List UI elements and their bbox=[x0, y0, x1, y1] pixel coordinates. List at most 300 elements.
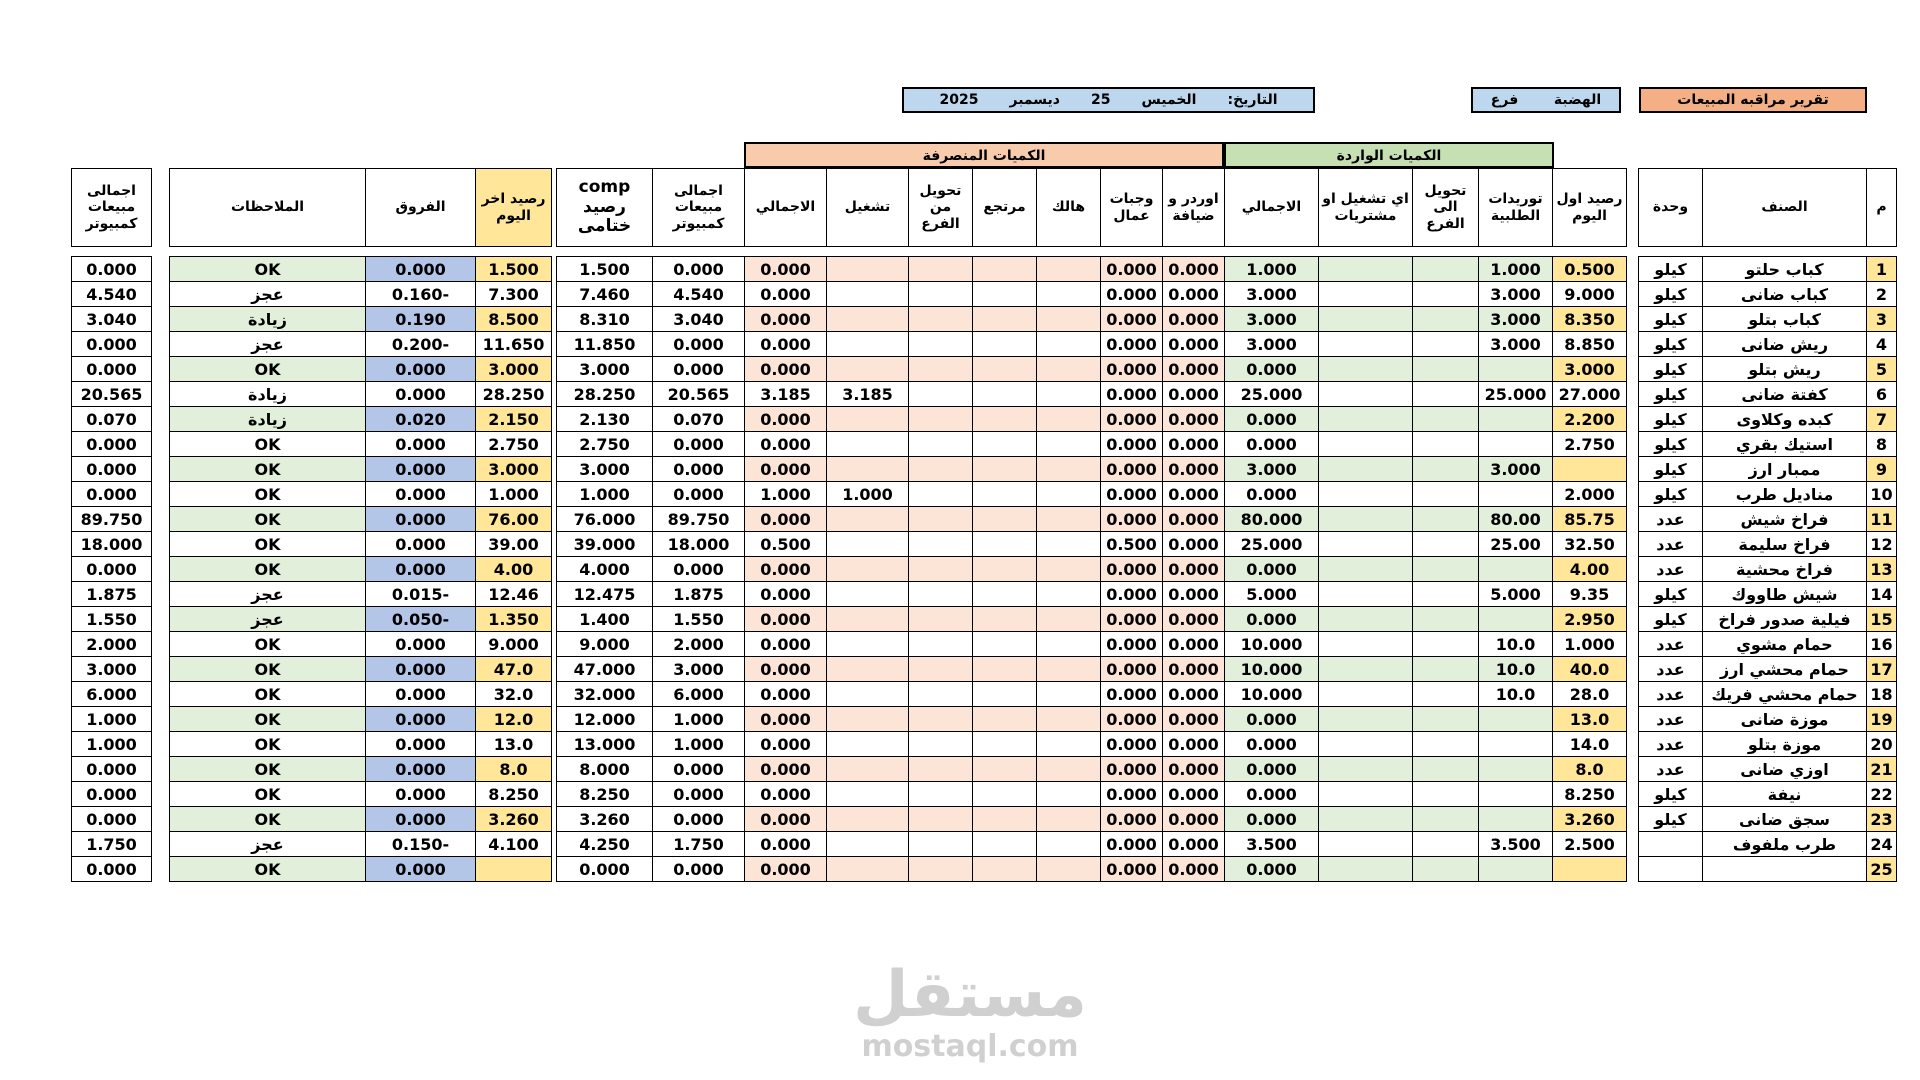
cell-ret bbox=[973, 407, 1037, 432]
cell-opr bbox=[827, 407, 909, 432]
table-row bbox=[1225, 857, 1627, 882]
cell-note: OK bbox=[170, 432, 366, 457]
cell-m: 18 bbox=[1867, 682, 1897, 707]
cell-comp: 1.000 bbox=[653, 732, 745, 757]
table-row bbox=[72, 432, 152, 457]
cell-diff: 0.000 bbox=[366, 707, 476, 732]
cell-ops bbox=[1319, 357, 1413, 382]
cell-supplies bbox=[1479, 707, 1553, 732]
table-row bbox=[170, 757, 552, 782]
cell-tin bbox=[1413, 432, 1479, 457]
cell-end: 2.750 bbox=[476, 432, 552, 457]
cell-end: 12.0 bbox=[476, 707, 552, 732]
cell-comp: 20.565 bbox=[653, 382, 745, 407]
cell-note: زيادة bbox=[170, 382, 366, 407]
table-row bbox=[745, 607, 1225, 632]
cell-item: كبده وكلاوى bbox=[1703, 407, 1867, 432]
cell-closing: 4.250 bbox=[557, 832, 653, 857]
table-row bbox=[557, 757, 745, 782]
table-row bbox=[1639, 407, 1897, 432]
cell-note: OK bbox=[170, 257, 366, 282]
cell-end: 28.250 bbox=[476, 382, 552, 407]
table-row bbox=[745, 382, 1225, 407]
cell-total: 0.000 bbox=[72, 782, 152, 807]
cell-ret bbox=[973, 807, 1037, 832]
cell-m: 16 bbox=[1867, 632, 1897, 657]
cell-unit: عدد bbox=[1639, 632, 1703, 657]
cell-comp: 3.040 bbox=[653, 307, 745, 332]
cell-total: 1.000 bbox=[72, 707, 152, 732]
cell-supplies bbox=[1479, 807, 1553, 832]
cell-item: كفتة ضانى bbox=[1703, 382, 1867, 407]
cell-unit: كيلو bbox=[1639, 432, 1703, 457]
cell-end: 1.000 bbox=[476, 482, 552, 507]
col-waste: هالك bbox=[1037, 169, 1101, 247]
table-row bbox=[745, 857, 1225, 882]
cell-diff: -0.150 bbox=[366, 832, 476, 857]
table-row bbox=[72, 382, 152, 407]
cell-waste bbox=[1037, 357, 1101, 382]
table-row bbox=[170, 332, 552, 357]
cell-outtotal: 0.000 bbox=[745, 707, 827, 732]
cell-closing: 47.000 bbox=[557, 657, 653, 682]
cell-total: 0.000 bbox=[72, 257, 152, 282]
cell-unit bbox=[1639, 857, 1703, 882]
cell-meals: 0.000 bbox=[1101, 732, 1163, 757]
cell-intotal: 0.000 bbox=[1225, 707, 1319, 732]
cell-comp: 1.875 bbox=[653, 582, 745, 607]
cell-closing: 8.250 bbox=[557, 782, 653, 807]
cell-ops bbox=[1319, 707, 1413, 732]
cell-closing: 12.000 bbox=[557, 707, 653, 732]
cell-end: 8.0 bbox=[476, 757, 552, 782]
cell-open: 8.350 bbox=[1553, 307, 1627, 332]
table-row bbox=[745, 657, 1225, 682]
table-row bbox=[557, 282, 745, 307]
cell-ret bbox=[973, 482, 1037, 507]
date-year: 2025 bbox=[939, 92, 979, 108]
table-row bbox=[557, 432, 745, 457]
cell-waste bbox=[1037, 832, 1101, 857]
cell-outtotal: 0.000 bbox=[745, 282, 827, 307]
table-row bbox=[557, 732, 745, 757]
cell-end: 11.650 bbox=[476, 332, 552, 357]
cell-note: OK bbox=[170, 782, 366, 807]
cell-end: 3.000 bbox=[476, 457, 552, 482]
cell-comp: 18.000 bbox=[653, 532, 745, 557]
date-month: ديسمبر bbox=[1009, 92, 1060, 108]
cell-supplies: 10.0 bbox=[1479, 632, 1553, 657]
cell-meals: 0.000 bbox=[1101, 257, 1163, 282]
cell-diff: 0.000 bbox=[366, 432, 476, 457]
cell-m: 10 bbox=[1867, 482, 1897, 507]
cell-note: OK bbox=[170, 632, 366, 657]
cell-total: 4.540 bbox=[72, 282, 152, 307]
cell-ops bbox=[1319, 732, 1413, 757]
cell-diff: 0.000 bbox=[366, 357, 476, 382]
cell-intotal: 0.000 bbox=[1225, 757, 1319, 782]
cell-ret bbox=[973, 357, 1037, 382]
cell-total: 3.000 bbox=[72, 657, 152, 682]
cell-order: 0.000 bbox=[1163, 857, 1225, 882]
cell-meals: 0.000 bbox=[1101, 632, 1163, 657]
cell-order: 0.000 bbox=[1163, 757, 1225, 782]
cell-order: 0.000 bbox=[1163, 682, 1225, 707]
table-row bbox=[1639, 657, 1897, 682]
table-row bbox=[72, 807, 152, 832]
cell-comp: 1.000 bbox=[653, 707, 745, 732]
cell-meals: 0.500 bbox=[1101, 532, 1163, 557]
cell-comp: 4.540 bbox=[653, 282, 745, 307]
cell-m: 13 bbox=[1867, 557, 1897, 582]
table-row bbox=[1639, 782, 1897, 807]
cell-ret bbox=[973, 307, 1037, 332]
cell-unit: عدد bbox=[1639, 507, 1703, 532]
col-m: م bbox=[1867, 169, 1897, 247]
cell-m: 11 bbox=[1867, 507, 1897, 532]
cell-item: مناديل طرب bbox=[1703, 482, 1867, 507]
cell-supplies bbox=[1479, 407, 1553, 432]
cell-opr bbox=[827, 707, 909, 732]
cell-intotal: 10.000 bbox=[1225, 657, 1319, 682]
cell-m: 21 bbox=[1867, 757, 1897, 782]
incoming-group-header: الكميات الواردة bbox=[1224, 142, 1554, 168]
cell-outtotal: 3.185 bbox=[745, 382, 827, 407]
table-row bbox=[745, 557, 1225, 582]
cell-intotal: 3.000 bbox=[1225, 282, 1319, 307]
cell-order: 0.000 bbox=[1163, 407, 1225, 432]
cell-unit: كيلو bbox=[1639, 457, 1703, 482]
col-returns: مرتجع bbox=[973, 169, 1037, 247]
table-row bbox=[1225, 382, 1627, 407]
cell-tin bbox=[1413, 332, 1479, 357]
cell-opr bbox=[827, 282, 909, 307]
cell-ret bbox=[973, 707, 1037, 732]
cell-ret bbox=[973, 557, 1037, 582]
table-row bbox=[1639, 307, 1897, 332]
cell-item: موزة بتلو bbox=[1703, 732, 1867, 757]
cell-meals: 0.000 bbox=[1101, 682, 1163, 707]
cell-meals: 0.000 bbox=[1101, 407, 1163, 432]
date-label: التاريخ: bbox=[1227, 92, 1278, 108]
cell-closing: 1.400 bbox=[557, 607, 653, 632]
cell-open: 8.850 bbox=[1553, 332, 1627, 357]
col-ops-purchases: اي تشغيل او مشتريات bbox=[1319, 169, 1413, 247]
cell-supplies: 3.500 bbox=[1479, 832, 1553, 857]
table-row bbox=[1225, 282, 1627, 307]
table-row bbox=[170, 482, 552, 507]
cell-tout bbox=[909, 807, 973, 832]
cell-order: 0.000 bbox=[1163, 307, 1225, 332]
cell-outtotal: 0.000 bbox=[745, 332, 827, 357]
cell-outtotal: 0.000 bbox=[745, 557, 827, 582]
date-day-num: 25 bbox=[1090, 92, 1111, 108]
cell-meals: 0.000 bbox=[1101, 807, 1163, 832]
cell-diff: 0.000 bbox=[366, 657, 476, 682]
table-row bbox=[557, 707, 745, 732]
cell-total: 2.000 bbox=[72, 632, 152, 657]
cell-open: 2.000 bbox=[1553, 482, 1627, 507]
cell-closing: 13.000 bbox=[557, 732, 653, 757]
table-row bbox=[1639, 807, 1897, 832]
cell-tin bbox=[1413, 782, 1479, 807]
cell-opr bbox=[827, 357, 909, 382]
cell-note: عجز bbox=[170, 332, 366, 357]
cell-ops bbox=[1319, 557, 1413, 582]
table-row bbox=[170, 407, 552, 432]
cell-end: 4.00 bbox=[476, 557, 552, 582]
cell-item: كباب حلتو bbox=[1703, 257, 1867, 282]
cell-tout bbox=[909, 607, 973, 632]
table-row bbox=[170, 507, 552, 532]
cell-closing: 3.000 bbox=[557, 457, 653, 482]
cell-note: OK bbox=[170, 807, 366, 832]
col-difference: الفروق bbox=[366, 169, 476, 247]
cell-total: 0.000 bbox=[72, 807, 152, 832]
cell-unit: عدد bbox=[1639, 682, 1703, 707]
table-row bbox=[557, 482, 745, 507]
cell-tin bbox=[1413, 732, 1479, 757]
table-row bbox=[170, 257, 552, 282]
table-row bbox=[1225, 482, 1627, 507]
cell-tin bbox=[1413, 357, 1479, 382]
cell-meals: 0.000 bbox=[1101, 332, 1163, 357]
branch-value: الهضبة bbox=[1553, 92, 1602, 108]
cell-end: 39.00 bbox=[476, 532, 552, 557]
cell-outtotal: 0.000 bbox=[745, 407, 827, 432]
cell-ops bbox=[1319, 457, 1413, 482]
table-row bbox=[72, 557, 152, 582]
cell-meals: 0.000 bbox=[1101, 282, 1163, 307]
cell-diff: 0.000 bbox=[366, 482, 476, 507]
cell-item: نيفة bbox=[1703, 782, 1867, 807]
table-row bbox=[1639, 382, 1897, 407]
table-row bbox=[1639, 857, 1897, 882]
table-row bbox=[1225, 257, 1627, 282]
cell-open: 3.000 bbox=[1553, 357, 1627, 382]
table-row bbox=[745, 307, 1225, 332]
cell-m: 20 bbox=[1867, 732, 1897, 757]
cell-intotal: 0.000 bbox=[1225, 607, 1319, 632]
cell-note: OK bbox=[170, 657, 366, 682]
table-row bbox=[72, 732, 152, 757]
cell-ops bbox=[1319, 857, 1413, 882]
col-transfer-in: تحويل الى الفرع bbox=[1413, 169, 1479, 247]
cell-meals: 0.000 bbox=[1101, 357, 1163, 382]
cell-waste bbox=[1037, 782, 1101, 807]
cell-ops bbox=[1319, 807, 1413, 832]
cell-supplies bbox=[1479, 357, 1553, 382]
cell-open: 8.0 bbox=[1553, 757, 1627, 782]
col-item: الصنف bbox=[1703, 169, 1867, 247]
cell-opr bbox=[827, 682, 909, 707]
table-row bbox=[1225, 332, 1627, 357]
table-row bbox=[745, 707, 1225, 732]
cell-intotal: 0.000 bbox=[1225, 857, 1319, 882]
cell-diff: -0.200 bbox=[366, 332, 476, 357]
cell-note: OK bbox=[170, 557, 366, 582]
cell-end: 76.00 bbox=[476, 507, 552, 532]
cell-end: 7.300 bbox=[476, 282, 552, 307]
col-end-balance: رصيد اخر اليوم bbox=[476, 169, 552, 247]
spacer-row bbox=[170, 247, 552, 257]
cell-order: 0.000 bbox=[1163, 507, 1225, 532]
table-row bbox=[1639, 532, 1897, 557]
cell-open: 13.0 bbox=[1553, 707, 1627, 732]
cell-opr bbox=[827, 457, 909, 482]
cell-m: 12 bbox=[1867, 532, 1897, 557]
col-out-total: الاجمالي bbox=[745, 169, 827, 247]
table-row bbox=[170, 782, 552, 807]
cell-outtotal: 1.000 bbox=[745, 482, 827, 507]
cell-opr bbox=[827, 307, 909, 332]
cell-end: 2.150 bbox=[476, 407, 552, 432]
cell-unit: كيلو bbox=[1639, 582, 1703, 607]
cell-tin bbox=[1413, 857, 1479, 882]
col-comp-sales-total: اجمالى مبيعات كمبيوتر bbox=[72, 169, 152, 247]
cell-tout bbox=[909, 732, 973, 757]
cell-supplies bbox=[1479, 782, 1553, 807]
table-row bbox=[745, 757, 1225, 782]
cell-order: 0.000 bbox=[1163, 732, 1225, 757]
cell-meals: 0.000 bbox=[1101, 757, 1163, 782]
table-row bbox=[170, 307, 552, 332]
cell-tout bbox=[909, 557, 973, 582]
col-unit: وحدة bbox=[1639, 169, 1703, 247]
cell-ops bbox=[1319, 782, 1413, 807]
cell-diff: 0.000 bbox=[366, 632, 476, 657]
cell-tin bbox=[1413, 707, 1479, 732]
cell-unit: كيلو bbox=[1639, 257, 1703, 282]
cell-total: 1.000 bbox=[72, 732, 152, 757]
cell-waste bbox=[1037, 482, 1101, 507]
cell-total: 18.000 bbox=[72, 532, 152, 557]
cell-end: 9.000 bbox=[476, 632, 552, 657]
cell-outtotal: 0.000 bbox=[745, 307, 827, 332]
cell-open bbox=[1553, 457, 1627, 482]
col-closing-balance: comp رصيد ختامى bbox=[557, 169, 653, 247]
cell-ops bbox=[1319, 582, 1413, 607]
table-row bbox=[170, 457, 552, 482]
cell-supplies: 3.000 bbox=[1479, 332, 1553, 357]
table-row bbox=[1225, 657, 1627, 682]
cell-order: 0.000 bbox=[1163, 357, 1225, 382]
table-row bbox=[1639, 332, 1897, 357]
cell-item: فراخ سليمة bbox=[1703, 532, 1867, 557]
cell-open: 2.950 bbox=[1553, 607, 1627, 632]
date-day: الخميس bbox=[1141, 92, 1197, 108]
cell-ret bbox=[973, 682, 1037, 707]
cell-meals: 0.000 bbox=[1101, 707, 1163, 732]
cell-tout bbox=[909, 332, 973, 357]
table-row bbox=[1639, 457, 1897, 482]
spacer-row bbox=[745, 247, 1225, 257]
table-row bbox=[1225, 607, 1627, 632]
cell-comp: 0.000 bbox=[653, 257, 745, 282]
cell-tout bbox=[909, 307, 973, 332]
branch-label: فرع bbox=[1490, 92, 1519, 108]
cell-ops bbox=[1319, 632, 1413, 657]
cell-order: 0.000 bbox=[1163, 707, 1225, 732]
table-row bbox=[745, 332, 1225, 357]
cell-intotal: 3.000 bbox=[1225, 332, 1319, 357]
col-order-hospitality: اوردر و ضيافة bbox=[1163, 169, 1225, 247]
cell-tin bbox=[1413, 307, 1479, 332]
cell-intotal: 1.000 bbox=[1225, 257, 1319, 282]
cell-closing: 4.000 bbox=[557, 557, 653, 582]
cell-item: حمام محشي فريك bbox=[1703, 682, 1867, 707]
cell-ret bbox=[973, 332, 1037, 357]
cell-note: OK bbox=[170, 707, 366, 732]
table-row bbox=[1225, 782, 1627, 807]
date-box bbox=[902, 87, 1315, 113]
cell-diff: 0.020 bbox=[366, 407, 476, 432]
cell-supplies bbox=[1479, 732, 1553, 757]
cell-closing: 1.000 bbox=[557, 482, 653, 507]
table-row bbox=[170, 532, 552, 557]
cell-supplies bbox=[1479, 557, 1553, 582]
cell-opr bbox=[827, 732, 909, 757]
table-row bbox=[745, 357, 1225, 382]
cell-total: 0.000 bbox=[72, 482, 152, 507]
cell-comp: 0.000 bbox=[653, 482, 745, 507]
cell-m: 7 bbox=[1867, 407, 1897, 432]
cell-unit: كيلو bbox=[1639, 782, 1703, 807]
table-row bbox=[72, 332, 152, 357]
cell-diff: 0.000 bbox=[366, 732, 476, 757]
cell-tout bbox=[909, 357, 973, 382]
cell-outtotal: 0.000 bbox=[745, 507, 827, 532]
cell-meals: 0.000 bbox=[1101, 382, 1163, 407]
cell-opr bbox=[827, 657, 909, 682]
spacer-row bbox=[1639, 247, 1897, 257]
cell-ops bbox=[1319, 532, 1413, 557]
cell-m: 14 bbox=[1867, 582, 1897, 607]
table-row bbox=[745, 582, 1225, 607]
cell-closing: 9.000 bbox=[557, 632, 653, 657]
cell-ops bbox=[1319, 757, 1413, 782]
cell-outtotal: 0.500 bbox=[745, 532, 827, 557]
table-row bbox=[557, 532, 745, 557]
col-transfer-out: تحويل من الفرع bbox=[909, 169, 973, 247]
cell-m: 5 bbox=[1867, 357, 1897, 382]
cell-supplies: 10.0 bbox=[1479, 682, 1553, 707]
cell-closing: 39.000 bbox=[557, 532, 653, 557]
col-open-balance: رصيد اول اليوم bbox=[1553, 169, 1627, 247]
table-row bbox=[745, 282, 1225, 307]
cell-tin bbox=[1413, 657, 1479, 682]
table-row bbox=[745, 482, 1225, 507]
cell-item: ممبار ارز bbox=[1703, 457, 1867, 482]
cell-closing: 7.460 bbox=[557, 282, 653, 307]
branch-box bbox=[1471, 87, 1621, 113]
cell-open: 27.000 bbox=[1553, 382, 1627, 407]
cell-total: 1.750 bbox=[72, 832, 152, 857]
cell-item: حمام مشوي bbox=[1703, 632, 1867, 657]
cell-tin bbox=[1413, 807, 1479, 832]
cell-diff: -0.015 bbox=[366, 582, 476, 607]
table-row bbox=[170, 857, 552, 882]
cell-item: كباب ضانى bbox=[1703, 282, 1867, 307]
cell-closing: 3.260 bbox=[557, 807, 653, 832]
cell-tout bbox=[909, 757, 973, 782]
cell-meals: 0.000 bbox=[1101, 607, 1163, 632]
cell-supplies: 10.0 bbox=[1479, 657, 1553, 682]
cell-diff: 0.000 bbox=[366, 382, 476, 407]
col-notes: الملاحظات bbox=[170, 169, 366, 247]
cell-m: 9 bbox=[1867, 457, 1897, 482]
cell-note: OK bbox=[170, 532, 366, 557]
